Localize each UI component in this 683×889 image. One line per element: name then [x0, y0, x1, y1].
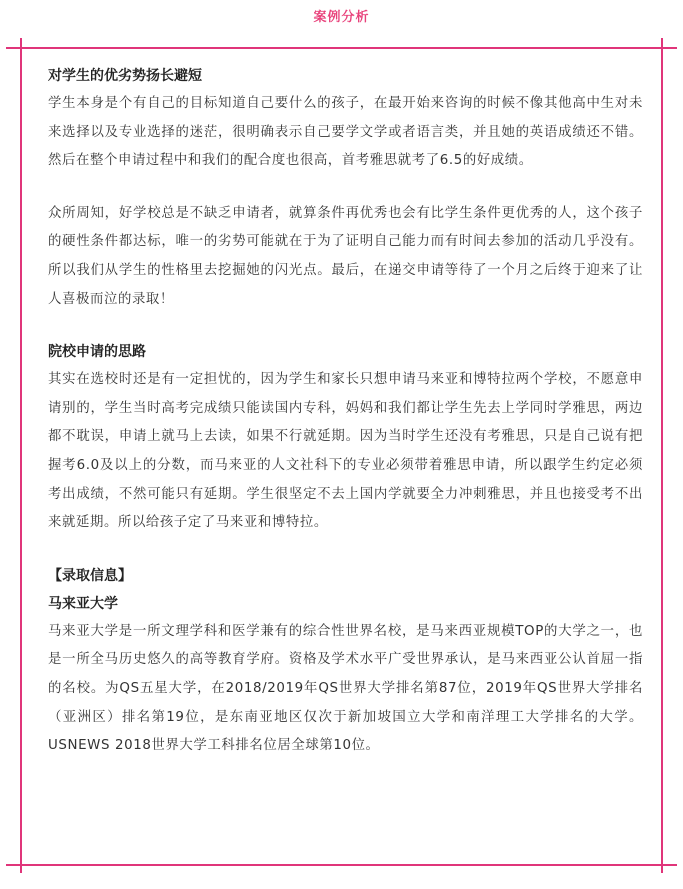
paragraph-university-malaya: 马来亚大学是一所文理学科和医学兼有的综合性世界名校，是马来西亚规模TOP的大学之一，也是一所全马历史悠久的高等教育学府。资格及学术水平广受世界承认，是马来西亚公认首屈一指的名校。为QS五星大学，在2018/2019年QS世界大学排名第87位，2019年QS世界大学排名（亚洲区）排名第19位，是东南亚地区仅次于新加坡国立大学和南洋理工大学排名的大学。USNEWS 2018世界大学工科排名位居全球第10位。 — [48, 623, 643, 754]
section-title: 案例分析 — [313, 10, 370, 25]
paragraph-strengths-1: 学生本身是个有自己的目标知道自己要什么的孩子，在最开始来咨询的时候不像其他高中生对未来选择以及专业选择的迷茫，很明确表示自己要学文学或者语言类，并且她的英语成绩还不错。然后在整个申请过程中和我们的配合度也很高，首考雅思就考了6.5的好成绩。 — [48, 96, 643, 169]
admission-info-tag: 【录取信息】 — [48, 567, 132, 584]
paragraph-school-strategy: 其实在选校时还是有一定担忧的，因为学生和家长只想申请马来亚和博特拉两个学校，不愿意申请别的，学生当时高考完成绩只能读国内专科，妈妈和我们都让学生先去上学同时学雅思，两边都不耽误，申请上就马上去读，如果不行就延期。因为当时学生还没有考雅思，只是自己说有把握考6.0及以上的分数，而马来亚的人文社科下的专业必须带着雅思申请，所以跟学生约定必须考出成绩，不然可能只有延期。学生很坚定不去上国内学就要全力冲刺雅思，并且也接受考不出来就延期。所以给孩子定了马来亚和博特拉。 — [48, 372, 643, 531]
heading-strengths: 对学生的优劣势扬长避短 — [48, 68, 202, 84]
heading-school-strategy: 院校申请的思路 — [48, 344, 146, 361]
paragraph-strengths-2: 众所周知，好学校总是不缺乏申请者，就算条件再优秀也会有比学生条件更优秀的人，这个孩子的硬性条件都达标，唯一的劣势可能就在于为了证明自己能力而有时间去参加的活动几乎没有。所以我们从学生的性格里去挖掘她的闪光点。最后，在递交申请等待了一个月之后终于迎来了让人喜极而泣的录取！ — [48, 205, 643, 307]
article-body — [48, 62, 643, 761]
heading-university-malaya: 马来亚大学 — [48, 595, 118, 612]
frame-bottom-border — [6, 864, 677, 866]
